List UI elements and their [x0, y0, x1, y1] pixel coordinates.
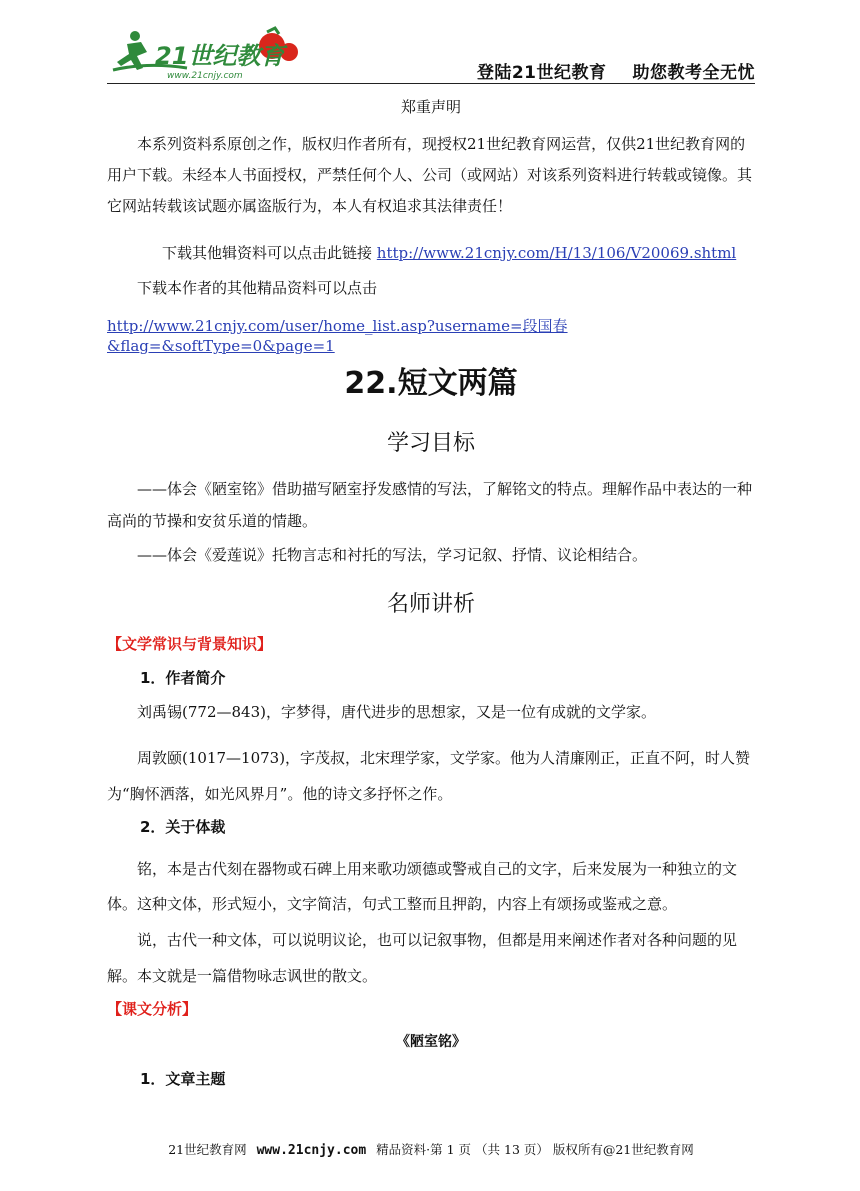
download-other-line	[107, 243, 755, 263]
item-genre: 2．关于体裁	[140, 818, 226, 836]
download-author-link[interactable]: http://www.21cnjy.com/user/home_list.asp?username=段国春&flag=&softType=0&page=1	[107, 317, 568, 355]
text-title: 《陋室铭》	[396, 1034, 466, 1050]
goal-2: ——体会《爱莲说》托物言志和衬托的写法，学习记叙、抒情、议论相结合。	[137, 546, 648, 564]
item-author-intro: 1．作者简介	[140, 669, 226, 687]
download-author-line	[107, 316, 755, 356]
notice-body: 本系列资料系原创之作，版权归作者所有，现授权21世纪教育网运营，仅供21世纪教育网的用户下载。未经本人书面授权，严禁任何个人、公司（或网站）对该系列资料进行转载或镜像。其它网站转载该试题亦属盗版行为，本人有权追求其法律责任！	[107, 135, 753, 215]
download-other-link[interactable]: http://www.21cnjy.com/H/13/106/V20069.shtml	[376, 244, 737, 262]
slogan-help: 助您教考全无忧	[632, 63, 755, 83]
slogan-login: 登陆21世纪教育	[476, 63, 607, 83]
genre-shuo: 说，古代一种文体，可以说明议论，也可以记叙事物，但都是用来阐述作者对各种问题的见解。本文就是一篇借物咏志讽世的散文。	[107, 931, 738, 985]
page-title: 22.短文两篇	[344, 366, 518, 401]
header-divider	[107, 83, 755, 84]
page-header	[107, 22, 755, 84]
page-footer	[107, 1140, 755, 1158]
logo-url: www.21cnjy.com	[167, 71, 243, 81]
author-zhou: 周敦颐(1017—1073)，字茂叔，北宋理学家，文学家。他为人清廉刚正，正直不阿，时人赞为“胸怀洒落，如光风界月”。他的诗文多抒怀之作。	[107, 749, 751, 803]
item-theme: 1．文章主题	[140, 1070, 226, 1088]
site-logo[interactable]	[107, 22, 307, 84]
section-background: 【文学常识与背景知识】	[107, 635, 273, 653]
header-slogan	[477, 58, 755, 83]
goal-1: ——体会《陋室铭》借助描写陋室抒发感情的写法，了解铭文的特点。理解作品中表达的一种高尚的节操和安贫乐道的情趣。	[107, 480, 753, 530]
logo-text: 21世纪教育	[155, 42, 285, 70]
notice-heading: 郑重声明	[400, 98, 461, 116]
analysis-heading: 名师讲析	[386, 592, 475, 617]
footer-site[interactable]: www.21cnjy.com	[256, 1143, 367, 1158]
download-author-label: 下载本作者的其他精品资料可以点击	[137, 279, 378, 297]
author-liu: 刘禹锡(772—843)，字梦得，唐代进步的思想家，又是一位有成就的文学家。	[137, 703, 656, 721]
footer-left: 21世纪教育网	[168, 1142, 247, 1157]
genre-ming: 铭，本是古代刻在器物或石碑上用来歌功颂德或警戒自己的文字，后来发展为一种独立的文体。这种文体，形式短小，文字简洁，句式工整而且押韵，内容上有颂扬或鉴戒之意。	[107, 860, 738, 913]
section-text-analysis: 【课文分析】	[107, 1000, 198, 1018]
download-other-label: 下载其他辑资料可以点击此链接	[162, 244, 373, 262]
footer-right: 精品资料·第 1 页 （共 13 页） 版权所有@21世纪教育网	[376, 1142, 694, 1157]
goals-heading: 学习目标	[386, 431, 475, 456]
